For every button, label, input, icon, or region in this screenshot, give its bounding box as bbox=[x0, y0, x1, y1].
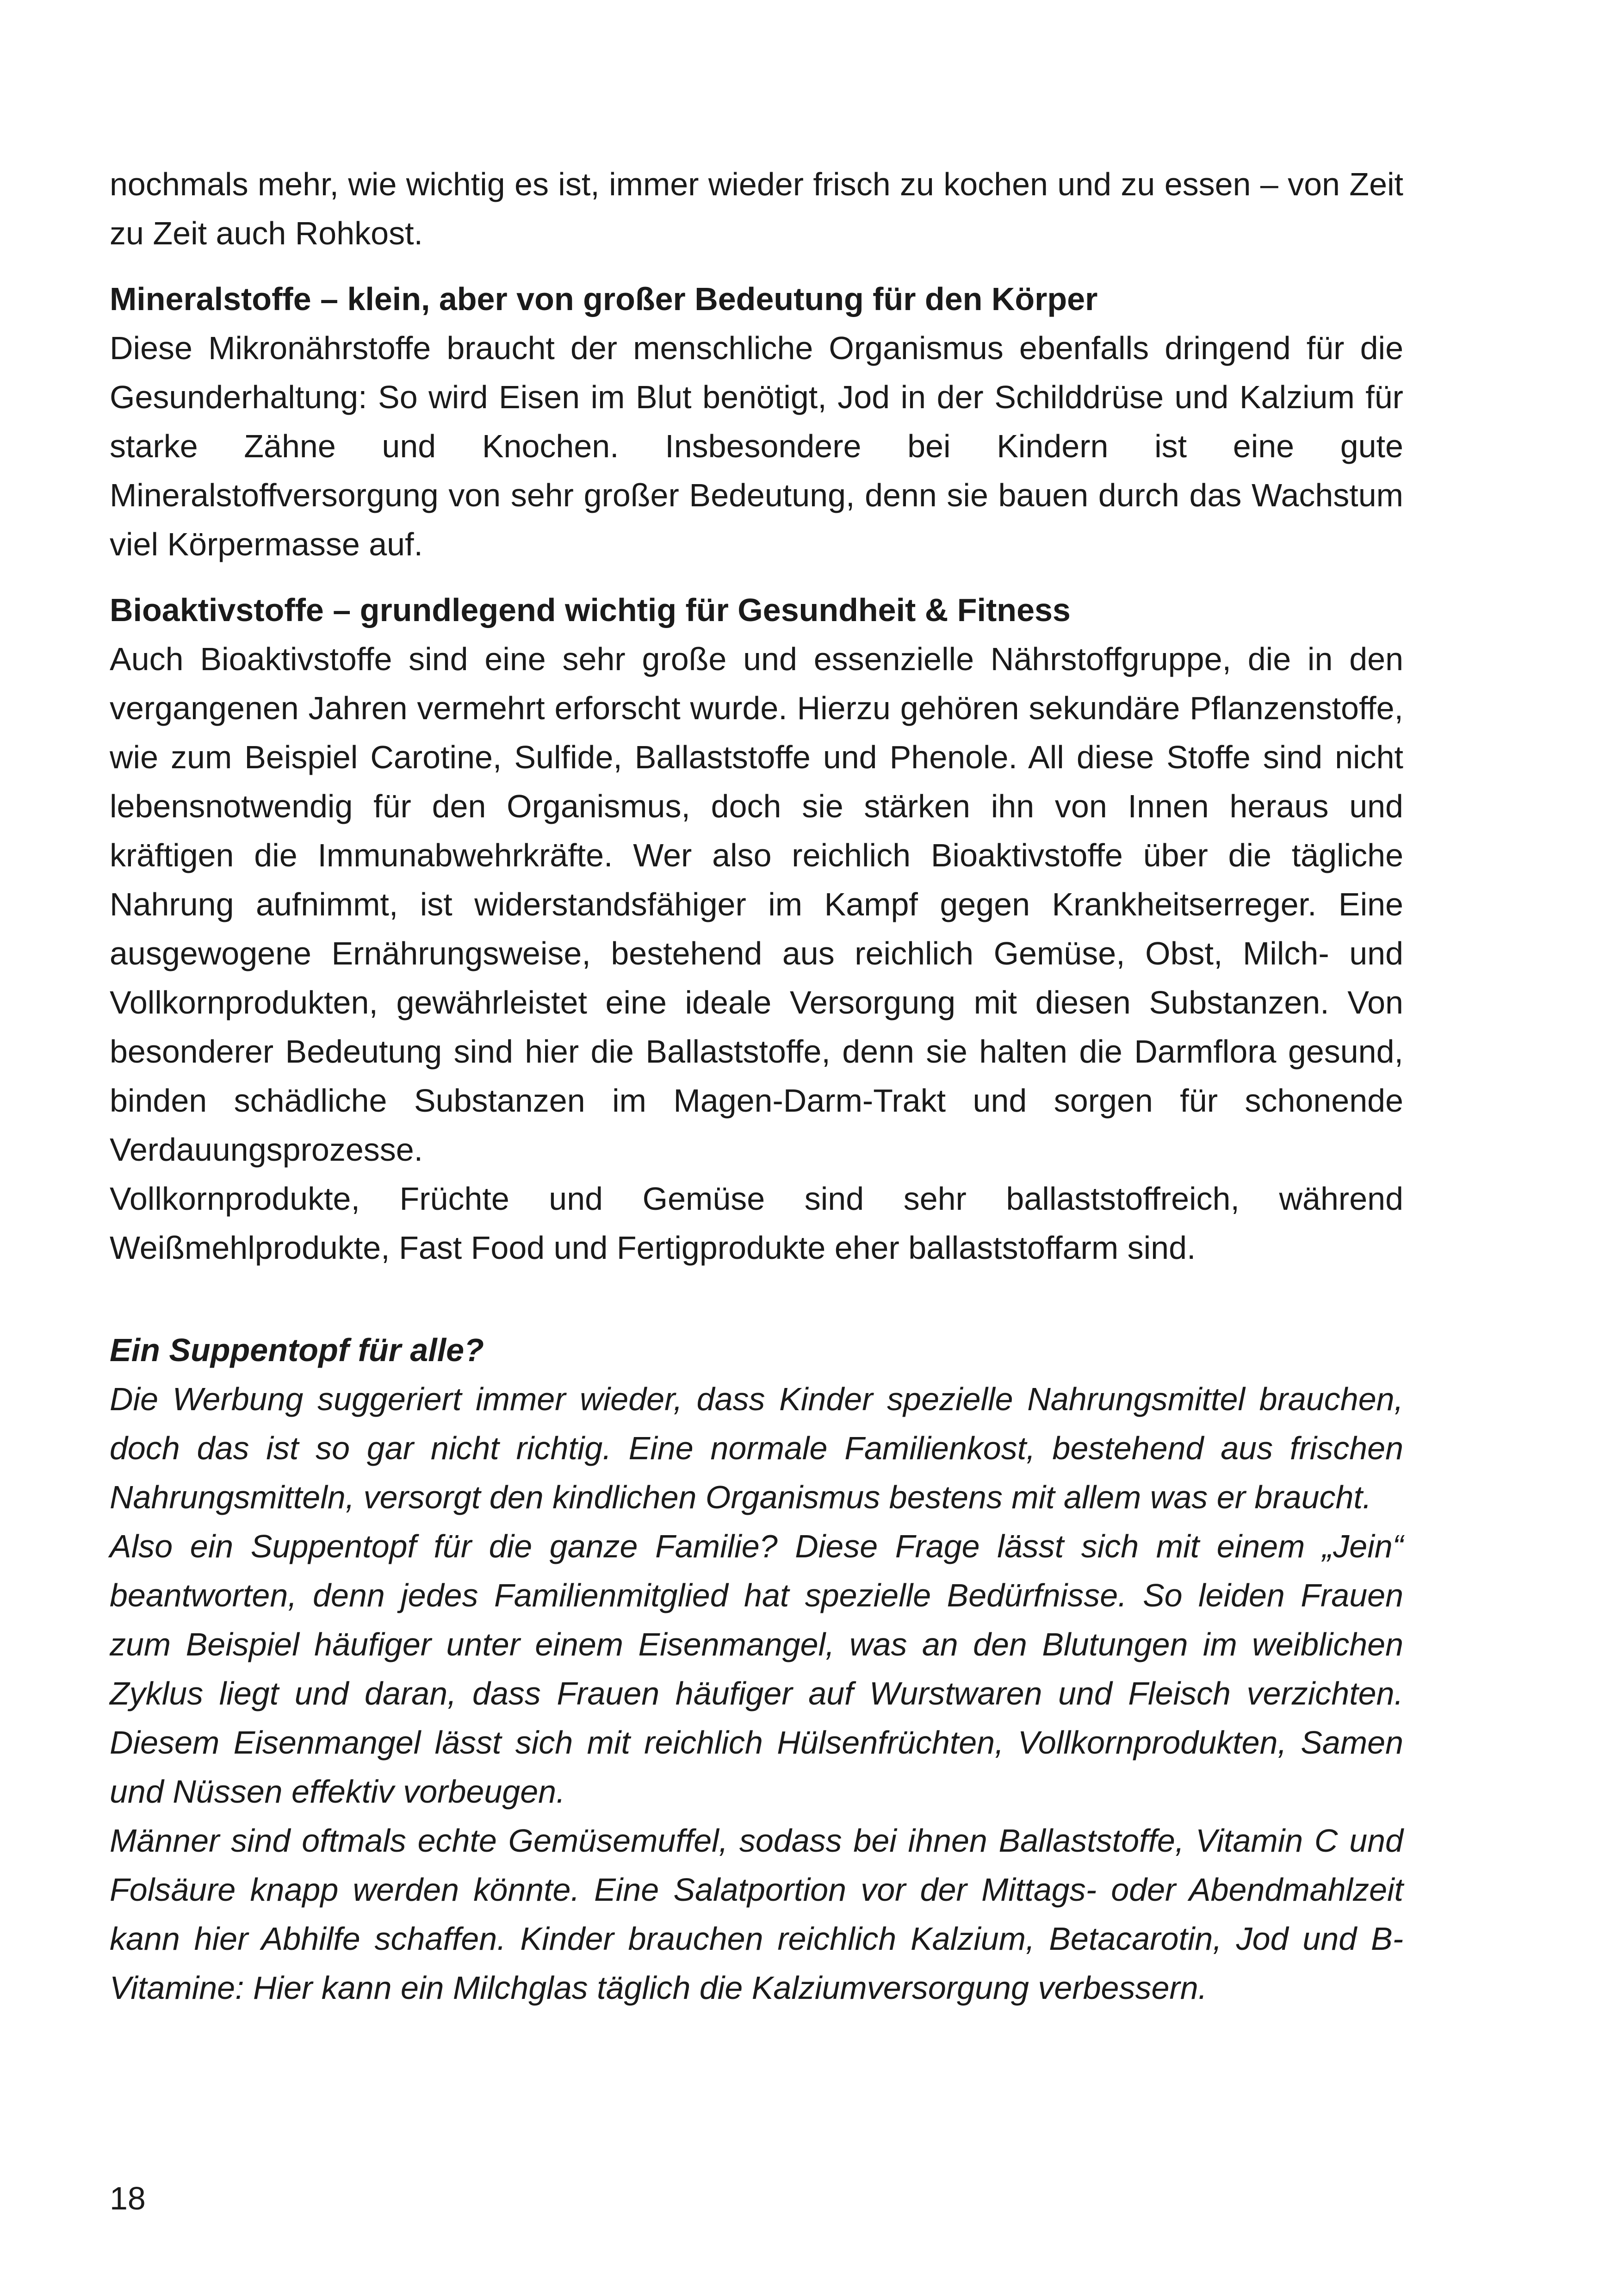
box-paragraph: Männer sind oftmals echte Gemüsemuffel, sodass bei ihnen Ballaststoffe, Vitamin C und Folsäure knapp werden könnte. Eine Salatportion vor der Mittags- oder Abendmahlzeit kann hier Abhilfe schaffen. Kinder brauchen reichlich Kalzium, Betacarotin, Jod und B-Vitamine: Hier kann ein Milchglas täglich die Kalziumversorgung verbessern. bbox=[110, 1823, 1403, 2006]
page-number: 18 bbox=[110, 2180, 146, 2216]
section-body-bioaktivstoffe-continued: Vollkornprodukte, Früchte und Gemüse sind sehr ballaststoffreich, während Weißmehlprodukte, Fast Food und Fertigprodukte eher ballaststoffarm sind. bbox=[110, 1181, 1403, 1266]
box-heading: Ein Suppentopf für alle? bbox=[110, 1332, 484, 1368]
section-body-mineralstoffe: Diese Mikronährstoffe braucht der menschliche Organismus ebenfalls dringend für die Gesunderhaltung: So wird Eisen im Blut benötigt, Jod in der Schilddrüse und Kalzium für starke Zähne und Knochen. Insbesondere bei Kindern ist eine gute Mineralstoffversorgung von sehr großer Bedeutung, denn sie bauen durch das Wachstum viel Körpermasse auf. bbox=[110, 330, 1403, 562]
box-paragraph: Die Werbung suggeriert immer wieder, dass Kinder spezielle Nahrungsmittel brauchen, doch das ist so gar nicht richtig. Eine normale Familienkost, bestehend aus frischen Nahrungsmitteln, versorgt den kindlichen Organismus bestens mit allem was er braucht. bbox=[110, 1381, 1403, 1515]
intro-paragraph: nochmals mehr, wie wichtig es ist, immer wieder frisch zu kochen und zu essen – von Zeit zu Zeit auch Rohkost. bbox=[110, 166, 1403, 251]
section-body-bioaktivstoffe: Auch Bioaktivstoffe sind eine sehr große und essenzielle Nährstoffgruppe, die in den vergangenen Jahren vermehrt erforscht wurde. Hierzu gehören sekundäre Pflanzenstoffe, wie zum Beispiel Carotine, Sulfide, Ballaststoffe und Phenole. All diese Stoffe sind nicht lebensnotwendig für den Organismus, doch sie stärken ihn von Innen heraus und kräftigen die Immunabwehrkräfte. Wer also reichlich Bioaktivstoffe über die tägliche Nahrung aufnimmt, ist widerstandsfähiger im Kampf gegen Krankheitserreger. Eine ausgewogene Ernährungsweise, bestehend aus reichlich Gemüse, Obst, Milch- und Vollkornprodukten, gewährleistet eine ideale Versorgung mit diesen Substanzen. Von besonderer Bedeutung sind hier die Ballaststoffe, denn sie halten die Darmflora gesund, binden schädliche Substanzen im Magen-Darm-Trakt und sorgen für schonende Verdauungsprozesse. bbox=[110, 641, 1403, 1168]
section-heading-bioaktivstoffe: Bioaktivstoffe – grundlegend wichtig für Gesundheit & Fitness bbox=[110, 592, 1071, 628]
box-paragraph: Also ein Suppentopf für die ganze Familie? Diese Frage lässt sich mit einem „Jein“ beantworten, denn jedes Familienmitglied hat spezielle Bedürfnisse. So leiden Frauen zum Beispiel häufiger unter einem Eisenmangel, was an den Blutungen im weiblichen Zyklus liegt und daran, dass Frauen häufiger auf Wurstwaren und Fleisch verzichten. Diesem Eisenmangel lässt sich mit reichlich Hülsenfrüchten, Vollkornprodukten, Samen und Nüssen effektiv vorbeugen. bbox=[110, 1528, 1403, 1810]
info-box bbox=[110, 1325, 1403, 2012]
page-content bbox=[110, 160, 1403, 2012]
section-heading-mineralstoffe: Mineralstoffe – klein, aber von großer Bedeutung für den Körper bbox=[110, 281, 1098, 317]
